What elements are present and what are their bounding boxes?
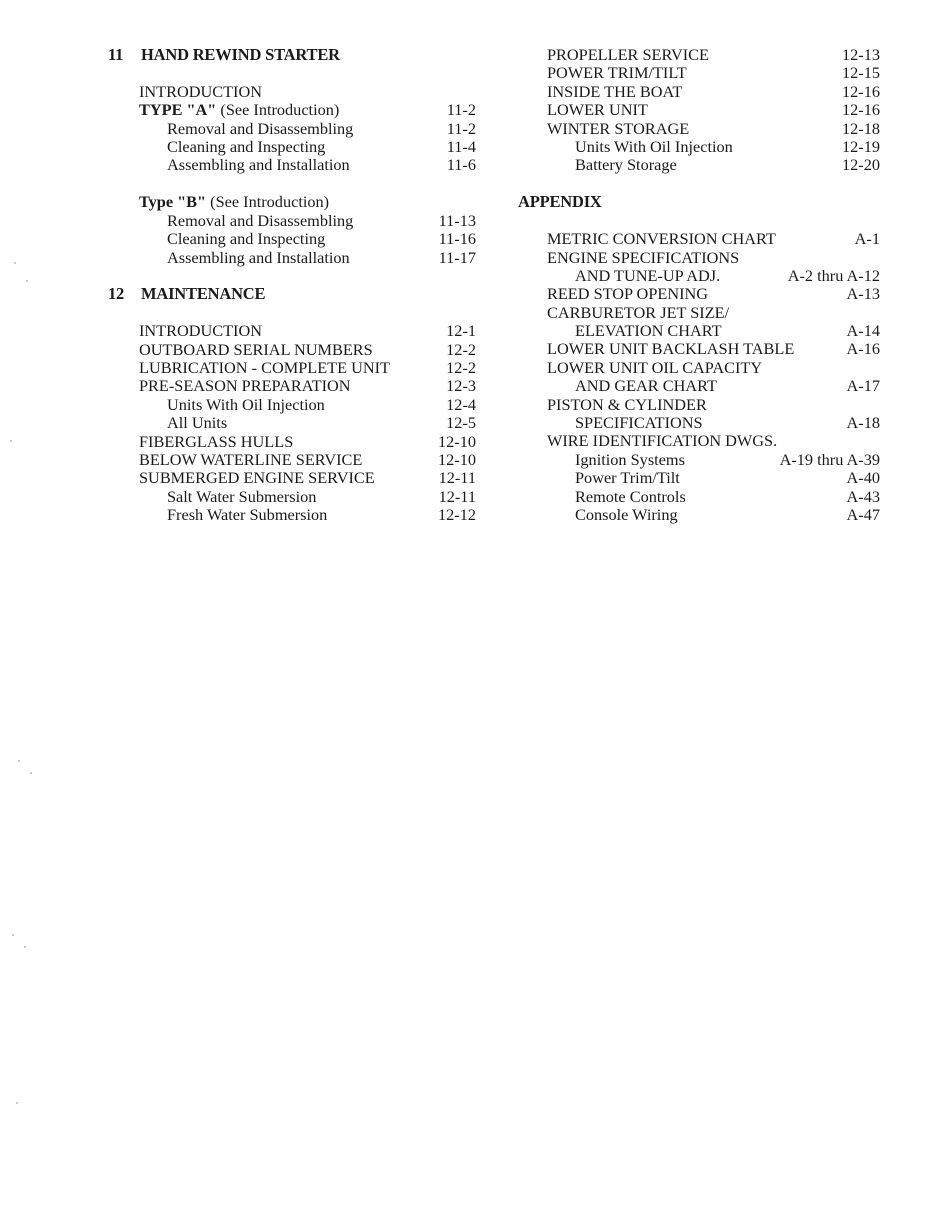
toc-page: 12-11 <box>438 468 476 488</box>
toc-page: 12-16 <box>842 81 880 101</box>
toc-label: INSIDE THE BOAT <box>547 81 683 101</box>
toc-entry[interactable] <box>108 138 476 156</box>
toc-page: 12-19 <box>842 136 880 156</box>
toc-entry[interactable] <box>108 469 476 487</box>
toc-entry[interactable] <box>518 285 880 303</box>
toc-label: Battery Storage <box>575 155 677 175</box>
toc-page: A-19 thru A-39 <box>779 449 880 469</box>
toc-page: 11-2 <box>446 100 476 120</box>
toc-page: 12-10 <box>438 431 476 451</box>
toc-label: METRIC CONVERSION CHART <box>547 229 776 249</box>
toc-page: 11-2 <box>446 118 476 138</box>
toc-entry[interactable] <box>108 322 476 340</box>
toc-page: 12-13 <box>842 45 880 64</box>
toc-label: SPECIFICATIONS <box>575 413 703 433</box>
toc-page: 11-4 <box>446 137 476 157</box>
toc-label: TYPE "A" (See Introduction) <box>139 100 340 120</box>
toc-label: Cleaning and Inspecting <box>167 229 326 249</box>
toc-page: A-43 <box>846 486 880 506</box>
toc-label: Remote Controls <box>575 486 686 506</box>
toc-label: Salt Water Submersion <box>167 486 317 506</box>
toc-entry[interactable] <box>518 506 880 524</box>
toc-entry[interactable] <box>108 101 476 119</box>
toc-label: ELEVATION CHART <box>575 321 722 341</box>
toc-entry[interactable] <box>518 83 880 101</box>
toc-page: 12-1 <box>446 321 476 341</box>
toc-entry[interactable] <box>518 46 880 64</box>
toc-entry[interactable] <box>518 138 880 156</box>
toc-label: Cleaning and Inspecting <box>167 137 326 157</box>
toc-entry[interactable] <box>108 414 476 432</box>
toc-label: AND GEAR CHART <box>575 376 717 396</box>
toc-page: 12-2 <box>446 339 476 359</box>
toc-entry[interactable] <box>108 193 476 211</box>
toc-entry[interactable] <box>108 120 476 138</box>
section-number: 11 <box>108 45 124 64</box>
toc-entry[interactable] <box>108 396 476 414</box>
toc-label: PISTON & CYLINDER <box>547 394 707 414</box>
toc-page: A-14 <box>846 321 880 341</box>
left-column <box>108 46 476 525</box>
toc-page: 12-5 <box>446 413 476 433</box>
toc-label: POWER TRIM/TILT <box>547 63 687 83</box>
section-title: APPENDIX <box>518 192 602 212</box>
toc-label: BELOW WATERLINE SERVICE <box>139 450 363 470</box>
toc-label: INTRODUCTION <box>139 321 262 341</box>
toc-entry[interactable] <box>518 451 880 469</box>
toc-page: 12-4 <box>446 394 476 414</box>
toc-entry[interactable] <box>108 506 476 524</box>
toc-label: ENGINE SPECIFICATIONS <box>547 247 740 267</box>
toc-entry[interactable] <box>108 212 476 230</box>
toc-label: PRE-SEASON PREPARATION <box>139 376 351 396</box>
toc-entry[interactable] <box>518 359 880 377</box>
toc-page: 12-12 <box>438 505 476 525</box>
toc-page: 12-20 <box>842 155 880 175</box>
toc-label: Console Wiring <box>575 504 678 524</box>
toc-label: WINTER STORAGE <box>547 118 690 138</box>
toc-entry[interactable] <box>518 396 880 414</box>
toc-entry[interactable] <box>108 377 476 395</box>
section-11-heading <box>108 46 476 64</box>
toc-page: 11-17 <box>438 247 476 267</box>
toc-entry[interactable] <box>108 451 476 469</box>
toc-label: Units With Oil Injection <box>167 394 325 414</box>
toc-label: REED STOP OPENING <box>547 284 709 304</box>
toc-label: LOWER UNIT BACKLASH TABLE <box>547 339 795 359</box>
toc-page: 11-6 <box>446 155 476 175</box>
section-12-heading <box>108 285 476 303</box>
section-title: HAND REWIND STARTER <box>141 45 340 64</box>
toc-page: A-18 <box>846 413 880 433</box>
toc-label: Type "B" (See Introduction) <box>139 192 330 212</box>
toc-entry[interactable] <box>518 267 880 285</box>
toc-entry[interactable] <box>518 377 880 395</box>
toc-entry[interactable] <box>108 156 476 174</box>
toc-label: SUBMERGED ENGINE SERVICE <box>139 468 375 488</box>
toc-label: LOWER UNIT <box>547 100 648 120</box>
section-number: 12 <box>108 284 125 304</box>
toc-entry[interactable] <box>518 230 880 248</box>
toc-page: 11-16 <box>438 229 476 249</box>
section-title: MAINTENANCE <box>141 284 266 304</box>
toc-entry[interactable] <box>518 469 880 487</box>
toc-entry[interactable] <box>518 64 880 82</box>
toc-page: 12-15 <box>842 63 880 83</box>
toc-page: A-2 thru A-12 <box>787 265 880 285</box>
toc-page: 12-3 <box>446 376 476 396</box>
toc-page: A-17 <box>846 376 880 396</box>
toc-label: WIRE IDENTIFICATION DWGS. <box>547 431 778 451</box>
toc-label: OUTBOARD SERIAL NUMBERS <box>139 339 373 359</box>
toc-entry[interactable] <box>108 230 476 248</box>
toc-entry[interactable] <box>518 156 880 174</box>
toc-page: 12-18 <box>842 118 880 138</box>
toc-entry[interactable] <box>518 322 880 340</box>
toc-label: LOWER UNIT OIL CAPACITY <box>547 357 763 377</box>
toc-entry[interactable] <box>518 304 880 322</box>
toc-entry[interactable] <box>518 488 880 506</box>
toc-label: LUBRICATION - COMPLETE UNIT <box>139 358 390 378</box>
toc-label: PROPELLER SERVICE <box>547 45 709 64</box>
toc-entry[interactable] <box>518 340 880 358</box>
toc-page: 12-16 <box>842 100 880 120</box>
toc-entry[interactable] <box>518 432 880 450</box>
toc-entry[interactable] <box>518 101 880 119</box>
toc-label: INTRODUCTION <box>139 81 262 101</box>
toc-page: A-47 <box>846 504 880 524</box>
toc-label: Assembling and Installation <box>167 247 350 267</box>
toc-page: A-16 <box>846 339 880 359</box>
toc-label: AND TUNE-UP ADJ. <box>575 265 721 285</box>
toc-label: Fresh Water Submersion <box>167 505 328 525</box>
toc-label: Ignition Systems <box>575 449 685 469</box>
toc-label: CARBURETOR JET SIZE/ <box>547 302 730 322</box>
toc-entry[interactable] <box>518 120 880 138</box>
toc-label: Units With Oil Injection <box>575 136 733 156</box>
toc-entry[interactable] <box>518 249 880 267</box>
toc-page: A-13 <box>846 284 880 304</box>
toc-entry[interactable] <box>108 83 476 101</box>
toc-label: Removal and Disassembling <box>167 118 354 138</box>
toc-page: A-1 <box>854 229 880 249</box>
toc-entry[interactable] <box>108 488 476 506</box>
right-column <box>518 46 880 524</box>
toc-entry[interactable] <box>108 359 476 377</box>
toc-entry[interactable] <box>518 414 880 432</box>
toc-label: Assembling and Installation <box>167 155 350 175</box>
toc-page: 12-2 <box>446 358 476 378</box>
toc-label: Power Trim/Tilt <box>575 468 680 488</box>
toc-label: FIBERGLASS HULLS <box>139 431 294 451</box>
toc-entry[interactable] <box>108 341 476 359</box>
toc-label: Removal and Disassembling <box>167 210 354 230</box>
toc-page: A-40 <box>846 468 880 488</box>
toc-entry[interactable] <box>108 249 476 267</box>
toc-label: All Units <box>167 413 228 433</box>
toc-entry[interactable] <box>108 433 476 451</box>
toc-page: 11-13 <box>438 210 476 230</box>
appendix-heading <box>518 193 880 211</box>
toc-page: 12-11 <box>438 486 476 506</box>
toc-page: 12-10 <box>438 450 476 470</box>
